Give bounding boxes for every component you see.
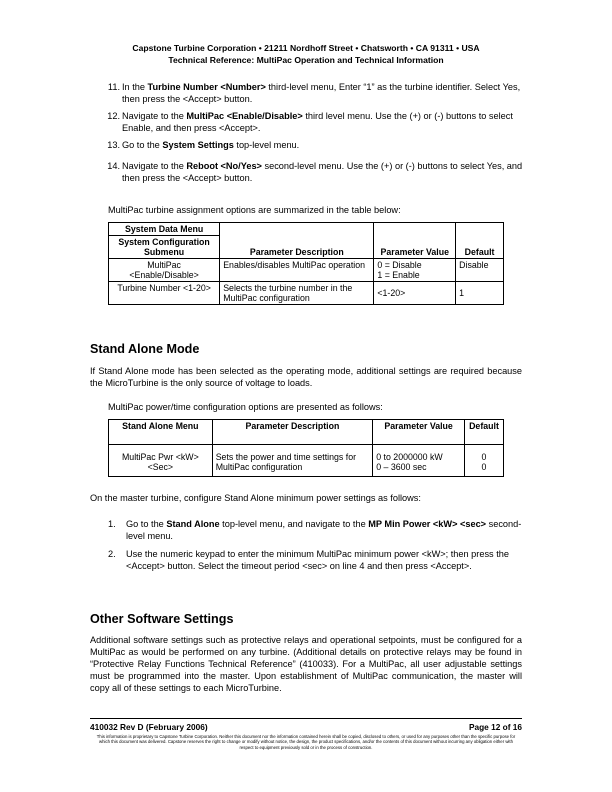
power-time-table [108,419,504,477]
steps-list-stand-alone [108,518,522,572]
step-14: 14. Navigate to the Reboot <No/Yes> second-level menu. Use the (+) or (-) buttons to select Yes, and then press the <Accept> button. [108,160,528,184]
turbine-assignment-table [108,222,504,305]
footer-disclaimer: This information is proprietary to Capstone Turbine Corporation. Neither this document nor the information contained herein shall be copied, disclosed to others, or used for any purposes other than the specific purpose for which this document was delivered. Capstone reserves the right to change or modify without notice, the design, the product specifications, and/or the contents of this document without incurring any obligation either with respect to equipment previously sold or in the process of construction. [96,734,516,750]
stand-alone-heading: Stand Alone Mode [90,342,200,356]
step-number: 1. [108,519,116,529]
table-cell: 0 to 2000000 kW 0 – 3600 sec [373,445,465,477]
steps-list-top [108,81,528,184]
step-2: 2. Use the numeric keypad to enter the minimum MultiPac minimum power <kW>; then press the <Accept> button. Select the timeout period <sec> on line 4 and then press <Accept>. [108,549,509,571]
table1-group-header: System Data Menu [109,223,220,236]
other-settings-paragraph: Additional software settings such as protective relays and operational setpoints, must be configured for a MultiPac as would be performed on any turbine. (Additional details on protective relays may be found in “Protective Relay Functions Technical Reference” (410033). For a MultiPac, all user adjustable settings must be programmed into the master. Upon establishment of MultiPac communication, the master will copy all of these settings to each MicroTurbine. [90,635,522,693]
footer-divider [90,718,522,719]
table-cell: Disable [456,259,504,282]
stand-alone-paragraph: If Stand Alone mode has been selected as the operating mode, additional settings are required because the MicroTurbine is the only source of voltage to loads. [90,366,522,388]
table-cell: Turbine Number <1-20> [109,282,220,305]
table-cell: Sets the power and time settings for MultiPac configuration [212,445,373,477]
step-number: 11. [107,82,120,92]
table1-header-param: Parameter Description [220,223,374,259]
table-cell: Selects the turbine number in the MultiPac configuration [220,282,374,305]
step-number: 12. [107,111,120,121]
table2-header-param: Parameter Description [212,420,373,445]
table-cell: MultiPac <Enable/Disable> [109,259,220,282]
step-number: 14. [107,161,120,171]
table2-intro: MultiPac power/time configuration options are presented as follows: [108,402,383,412]
table-cell: 0 = Disable 1 = Enable [374,259,456,282]
header-address: Capstone Turbine Corporation • 21211 Nordhoff Street • Chatsworth • CA 91311 • USA [132,43,480,53]
table1-header-default: Default [456,223,504,259]
table-row [109,445,504,477]
after-table-text: On the master turbine, configure Stand Alone minimum power settings as follows: [90,493,421,503]
table-cell: 1 [456,282,504,305]
step-1: 1. Go to the Stand Alone top-level menu, and navigate to the MP Min Power <kW> <sec> second-level menu. [108,519,522,541]
table-row [109,282,504,305]
table2-header-value: Parameter Value [373,420,465,445]
step-number: 2. [108,549,116,559]
table-cell: Enables/disables MultiPac operation [220,259,374,282]
step-number: 13. [107,140,120,150]
table1-header-submenu: System Configuration Submenu [109,236,220,259]
footer-doc-number: 410032 Rev D (February 2006) [90,722,208,732]
step-12: 12. Navigate to the MultiPac <Enable/Disable> third level menu. Use the (+) or (-) buttons to select Enable, and then press <Accept>. [108,110,528,134]
table2-header-menu: Stand Alone Menu [109,420,213,445]
header-title: Technical Reference: MultiPac Operation and Technical Information [168,55,444,65]
table-row [109,259,504,282]
table-cell: 0 0 [464,445,503,477]
step-11: 11. In the Turbine Number <Number> third-level menu, Enter “1” as the turbine identifier. Select Yes, then press the <Accept> button. [108,81,528,105]
table1-intro: MultiPac turbine assignment options are summarized in the table below: [108,205,401,215]
footer-page-number: Page 12 of 16 [468,722,522,732]
footer-info [90,722,522,732]
step-13: 13. Go to the System Settings top-level menu. [108,139,528,151]
table-cell: MultiPac Pwr <kW> <Sec> [109,445,213,477]
table-cell: <1-20> [374,282,456,305]
table1-header-value: Parameter Value [374,223,456,259]
table2-header-default: Default [464,420,503,445]
other-settings-heading: Other Software Settings [90,612,234,626]
